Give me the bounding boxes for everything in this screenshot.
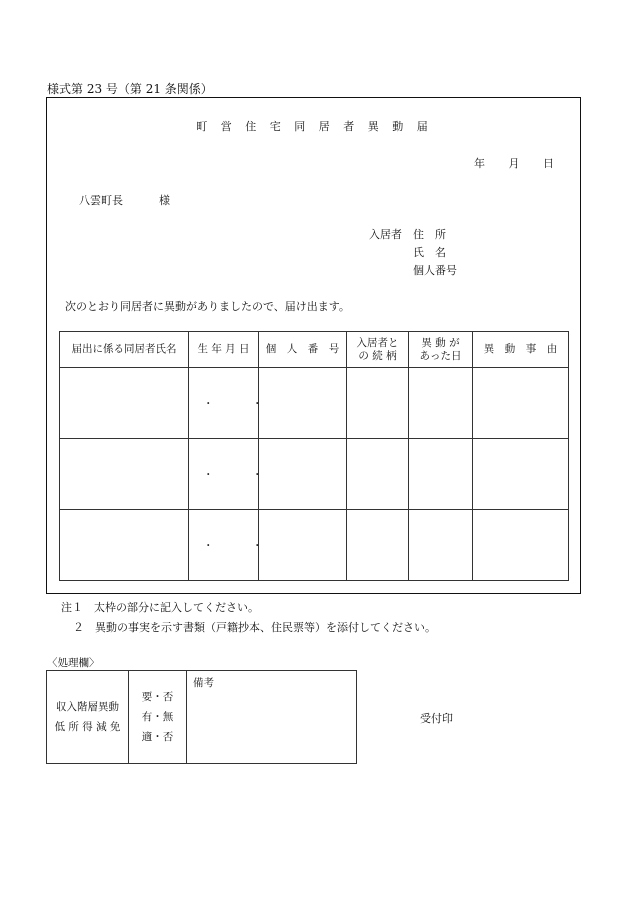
header-change-date: 異 動 が あった日: [409, 332, 473, 368]
processing-labels-cell: [47, 671, 129, 764]
change-reason-cell[interactable]: [473, 368, 569, 439]
form-frame: [46, 97, 581, 594]
change-date-cell[interactable]: [409, 368, 473, 439]
table-row: [60, 510, 569, 581]
birth-date-cell[interactable]: ・ ・: [189, 510, 259, 581]
relationship-cell[interactable]: [347, 439, 409, 510]
cohabitant-name-cell[interactable]: [60, 368, 189, 439]
header-individual-number: 個 人 番 号: [259, 332, 347, 368]
processing-title: 〈処理欄〉: [47, 657, 100, 669]
applicant-address-label: 住 所: [413, 228, 446, 241]
cohabitant-name-cell[interactable]: [60, 510, 189, 581]
change-reason-cell[interactable]: [473, 439, 569, 510]
cohabitant-name-cell[interactable]: [60, 439, 189, 510]
table-row: [60, 368, 569, 439]
header-relationship: 入居者と の 続 柄: [347, 332, 409, 368]
change-reason-cell[interactable]: [473, 510, 569, 581]
birth-date-cell[interactable]: ・ ・: [189, 368, 259, 439]
note-2: ２ 異動の事実を示す書類（戸籍抄本、住民票等）を添付してください。: [73, 621, 436, 634]
date-line: 年 月 日: [474, 157, 554, 170]
cohabitant-table: [59, 331, 569, 581]
table-header-row: [60, 332, 569, 368]
header-birth-date: 生 年 月 日: [189, 332, 259, 368]
addressee: [79, 192, 170, 208]
processing-option-suitable: 適・否: [141, 731, 174, 743]
addressee-honorific: 様: [159, 194, 170, 207]
table-row: [60, 439, 569, 510]
header-change-reason: 異 動 事 由: [473, 332, 569, 368]
processing-option-required: 要・否: [141, 691, 174, 703]
applicant-label: 入居者: [369, 228, 402, 241]
addressee-name: 八雲町長: [79, 194, 123, 207]
note-1: 注１ 太枠の部分に記入してください。: [61, 601, 259, 614]
processing-options-cell: [129, 671, 187, 764]
processing-option-presence: 有・無: [141, 711, 174, 723]
remarks-label: 備考: [193, 677, 214, 689]
form-number: 様式第 23 号（第 21 条関係）: [47, 82, 213, 96]
relationship-cell[interactable]: [347, 510, 409, 581]
change-date-cell[interactable]: [409, 510, 473, 581]
processing-label-reduction: 低 所 得 減 免: [54, 721, 121, 733]
header-cohabitant-name: 届出に係る同居者氏名: [60, 332, 189, 368]
remarks-cell[interactable]: [187, 671, 357, 764]
applicant-number-label: 個人番号: [413, 264, 457, 277]
reception-stamp-label: 受付印: [420, 712, 453, 725]
processing-table: [46, 670, 357, 764]
statement: 次のとおり同居者に異動がありましたので、届け出ます。: [65, 300, 350, 313]
birth-date-cell[interactable]: ・ ・: [189, 439, 259, 510]
relationship-cell[interactable]: [347, 368, 409, 439]
processing-label-income: 収入階層異動: [56, 701, 119, 713]
form-title: 町 営 住 宅 同 居 者 異 動 届: [196, 120, 433, 133]
applicant-name-label: 氏 名: [413, 246, 446, 259]
change-date-cell[interactable]: [409, 439, 473, 510]
